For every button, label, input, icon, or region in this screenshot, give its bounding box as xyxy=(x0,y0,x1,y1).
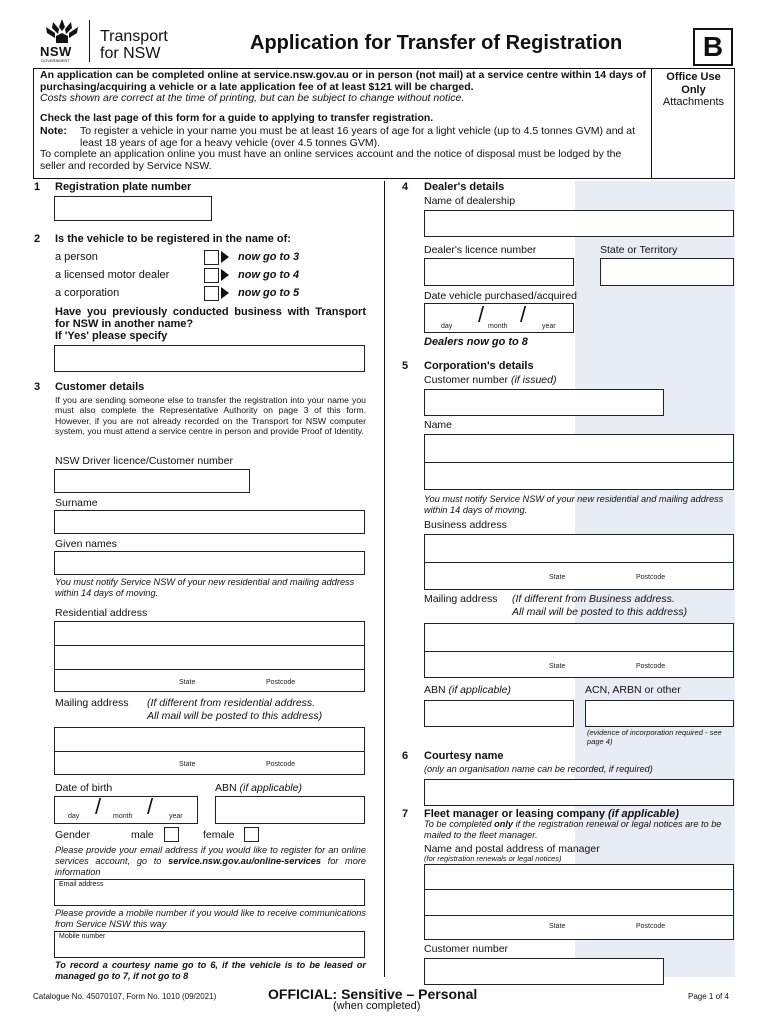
mobile-label: Mobile number xyxy=(59,933,106,940)
female-checkbox[interactable] xyxy=(244,827,259,842)
option-corporation-checkbox[interactable] xyxy=(204,286,219,301)
logo-divider xyxy=(89,20,90,62)
state-label: State xyxy=(179,761,196,768)
arrow-right-icon xyxy=(221,251,229,263)
corp-mailing-note xyxy=(512,593,687,619)
business-address-label: Business address xyxy=(424,519,507,531)
year-label: year xyxy=(169,813,183,820)
month-label: month xyxy=(488,323,508,330)
manager-customer-number-label: Customer number xyxy=(424,943,509,955)
manager-customer-number-input[interactable] xyxy=(424,958,664,985)
date-slash-1: / xyxy=(95,794,102,819)
form-letter-badge: B xyxy=(693,28,733,66)
corp-mailing-note-1: (If different from Business address. xyxy=(512,593,675,605)
courtesy-note: To record a courtesy name go to 6, if the vehicle is to be leased or managed go to 7, if not go to 8 xyxy=(55,960,366,981)
s5-title: Corporation's details xyxy=(424,360,534,372)
purchase-date-input[interactable] xyxy=(424,303,574,333)
s5-number: 5 xyxy=(402,360,409,372)
state-label: State xyxy=(179,679,196,686)
brand-line-1: Transport xyxy=(100,28,168,45)
male-label: male xyxy=(131,829,154,841)
evidence-note: (evidence of incorporation required - see page 4) xyxy=(587,728,722,746)
email-input[interactable] xyxy=(54,879,365,906)
courtesy-name-input[interactable] xyxy=(424,779,734,806)
licence-label: NSW Driver licence/Customer number xyxy=(55,455,233,467)
abn-text: ABN xyxy=(215,782,237,794)
corp-mailing-label: Mailing address xyxy=(424,593,498,605)
postcode-label: Postcode xyxy=(266,679,296,686)
s7-title-text: Fleet manager or leasing company xyxy=(424,808,605,820)
licence-input[interactable] xyxy=(54,469,250,493)
corp-abn-text: ABN xyxy=(424,684,446,696)
male-checkbox[interactable] xyxy=(164,827,179,842)
corp-customer-number-input[interactable] xyxy=(424,389,664,416)
intro-line-4: To complete an application online you must have an online services account and the notice of disposal must be lodged by the seller and recorded by Service NSW. xyxy=(40,148,622,172)
email-info xyxy=(55,845,366,878)
option-corporation-label: a corporation xyxy=(55,287,120,299)
day-label: day xyxy=(441,323,453,330)
mailing-label: Mailing address xyxy=(55,697,129,709)
day-label: day xyxy=(68,813,80,820)
option-dealer-checkbox[interactable] xyxy=(204,268,219,283)
s2-number: 2 xyxy=(34,233,41,245)
s5-notify: You must notify Service NSW of your new residential and mailing address within 14 days of moving. xyxy=(424,494,724,515)
dealers-go-to-8: Dealers now go to 8 xyxy=(424,336,528,348)
s3-notify: You must notify Service NSW of your new residential and mailing address within 14 days of moving. xyxy=(55,577,355,598)
manager-note: (for registration renewals or legal notices) xyxy=(424,854,562,863)
corp-abn-input[interactable] xyxy=(424,700,574,727)
state-label: State xyxy=(549,663,566,670)
intro-line-1: An application can be completed online at service.nsw.gov.au or in person (not mail) at a service centre within 14 days of purchasing/acquiring a vehicle or a late application fee of at least $121 will be charged. xyxy=(40,69,646,93)
intro-text xyxy=(40,70,646,172)
arrow-right-icon xyxy=(221,269,229,281)
s2-title: Is the vehicle to be registered in the name of: xyxy=(55,233,291,245)
corp-name-input[interactable] xyxy=(424,434,734,490)
plate-number-input[interactable] xyxy=(54,196,212,221)
nsw-logo xyxy=(40,17,84,63)
month-label: month xyxy=(113,813,133,820)
given-names-input[interactable] xyxy=(54,551,365,575)
cust-no-text: Customer number xyxy=(424,374,509,386)
abn-label xyxy=(215,782,302,794)
s3-title: Customer details xyxy=(55,381,145,393)
arrow-right-icon xyxy=(221,287,229,299)
s3-number: 3 xyxy=(34,381,41,393)
office-attachments: Attachments xyxy=(662,96,725,108)
mobile-info: Please provide a mobile number if you would like to receive communications from Service NSW this way xyxy=(55,908,366,929)
date-slash-1: / xyxy=(478,302,485,327)
government-wordmark: GOVERNMENT xyxy=(41,58,70,63)
manager-address-input[interactable] xyxy=(424,864,734,940)
state-territory-input[interactable] xyxy=(600,258,734,286)
s1-title: Registration plate number xyxy=(55,181,192,193)
s4-number: 4 xyxy=(402,181,409,193)
corp-name-label: Name xyxy=(424,419,453,431)
option-person-checkbox[interactable] xyxy=(204,250,219,265)
corp-mailing-address-input[interactable] xyxy=(424,623,734,678)
mailing-address-input[interactable] xyxy=(54,727,365,775)
state-label: State xyxy=(549,574,566,581)
s4-title: Dealer's details xyxy=(424,181,505,193)
dob-input[interactable] xyxy=(54,796,198,824)
mailing-note-2: All mail will be posted to this address) xyxy=(147,710,323,722)
s7-info xyxy=(424,819,734,841)
s7-info-only: only xyxy=(494,819,514,829)
email-info-b: for more information xyxy=(55,856,366,877)
go-to-3: now go to 3 xyxy=(238,251,300,263)
page-title: Application for Transfer of Registration xyxy=(250,32,623,54)
abn-note: (if applicable) xyxy=(239,782,302,794)
office-use-2: Only xyxy=(681,83,706,96)
option-dealer-label: a licensed motor dealer xyxy=(55,269,170,281)
security-classification: OFFICIAL: Sensitive – Personal xyxy=(268,986,478,1002)
note-text: To register a vehicle in your name you must be at least 16 years of age for a light vehicle (up to 4.5 tonnes GVM) and at least 18 years of age for a heavy vehicle (over 4.5 tonnes GVM). xyxy=(80,125,636,149)
s7-info-b: if the registration renewal or legal notices are to be mailed to the fleet manager. xyxy=(424,819,722,840)
state-territory-label: State or Territory xyxy=(600,244,678,256)
corp-abn-note: (if applicable) xyxy=(448,684,511,696)
when-completed: (when completed) xyxy=(333,1000,421,1012)
note-label: Note: xyxy=(40,125,67,137)
year-label: year xyxy=(542,323,556,330)
date-slash-2: / xyxy=(147,794,154,819)
purchase-date-label: Date vehicle purchased/acquired xyxy=(424,290,577,302)
dealer-licence-label: Dealer's licence number xyxy=(424,244,537,256)
s6-title: Courtesy name xyxy=(424,750,504,762)
date-slash-2: / xyxy=(520,302,527,327)
previous-business-question: Have you previously conducted business with Transport for NSW in another name? xyxy=(55,306,366,330)
page-number: Page 1 of 4 xyxy=(688,992,729,1001)
catalogue-number: Catalogue No. 45070107, Form No. 1010 (09/2021) xyxy=(33,992,217,1001)
s6-number: 6 xyxy=(402,750,409,762)
dealer-licence-input[interactable] xyxy=(424,258,574,286)
given-names-label: Given names xyxy=(55,538,117,550)
waratah-icon xyxy=(40,17,84,45)
brand-line-2: for NSW xyxy=(100,45,161,62)
postcode-label: Postcode xyxy=(636,923,666,930)
abn-input[interactable] xyxy=(215,796,365,824)
surname-label: Surname xyxy=(55,497,98,509)
female-label: female xyxy=(203,829,235,841)
dealership-input[interactable] xyxy=(424,210,734,237)
office-use-1: Office Use xyxy=(666,71,721,83)
go-to-5: now go to 5 xyxy=(238,287,300,299)
postcode-label: Postcode xyxy=(636,574,666,581)
online-services-link[interactable]: service.nsw.gov.au/online-services xyxy=(168,856,321,866)
s1-number: 1 xyxy=(34,181,41,193)
residential-address-input[interactable] xyxy=(54,621,365,692)
brand-name xyxy=(100,28,168,62)
cust-no-note: (if issued) xyxy=(510,374,557,386)
s7-number: 7 xyxy=(402,808,409,820)
intro-line-2: Costs shown are correct at the time of printing, but can be subject to change without notice. xyxy=(40,92,465,104)
residential-label: Residential address xyxy=(55,607,148,619)
mobile-input[interactable] xyxy=(54,931,365,958)
email-label: Email address xyxy=(59,881,104,888)
office-use xyxy=(652,71,735,109)
acn-input[interactable] xyxy=(585,700,734,727)
previous-name-input[interactable] xyxy=(54,345,365,372)
s6-note: (only an organisation name can be recorded, if required) xyxy=(424,764,653,774)
dob-label: Date of birth xyxy=(55,782,113,794)
dealership-label: Name of dealership xyxy=(424,195,516,207)
gender-label: Gender xyxy=(55,829,91,841)
corp-mailing-note-2: All mail will be posted to this address) xyxy=(512,606,688,618)
intro-line-3: Check the last page of this form for a guide to applying to transfer registration. xyxy=(40,111,434,124)
option-person-label: a person xyxy=(55,251,98,263)
nsw-wordmark: NSW xyxy=(40,44,72,59)
corp-customer-number-label xyxy=(424,374,556,386)
column-divider xyxy=(384,181,385,977)
postcode-label: Postcode xyxy=(636,663,666,670)
corp-abn-label xyxy=(424,684,511,696)
state-label: State xyxy=(549,923,566,930)
specify-label: If 'Yes' please specify xyxy=(55,330,168,342)
surname-input[interactable] xyxy=(54,510,365,534)
business-address-input[interactable] xyxy=(424,534,734,590)
s3-info: If you are sending someone else to transfer the registration into your name you must also complete the Representative Authority on page 3 of this form. However, if you are not already recorded on the Transport for NSW computer system, you must attend a service centre in person and provide Proof of Identity. xyxy=(55,395,366,436)
acn-label: ACN, ARBN or other xyxy=(585,684,681,696)
manager-label: Name and postal address of manager xyxy=(424,843,600,855)
s7-info-a: To be completed xyxy=(424,819,495,829)
mailing-note-1: (If different from residential address. xyxy=(147,697,316,709)
mailing-note xyxy=(147,697,322,723)
email-info-a: Please provide your email address if you would like to register for an online services account, go to xyxy=(55,845,366,866)
s7-title-note: (if applicable) xyxy=(608,808,679,820)
go-to-4: now go to 4 xyxy=(238,269,300,281)
postcode-label: Postcode xyxy=(266,761,296,768)
